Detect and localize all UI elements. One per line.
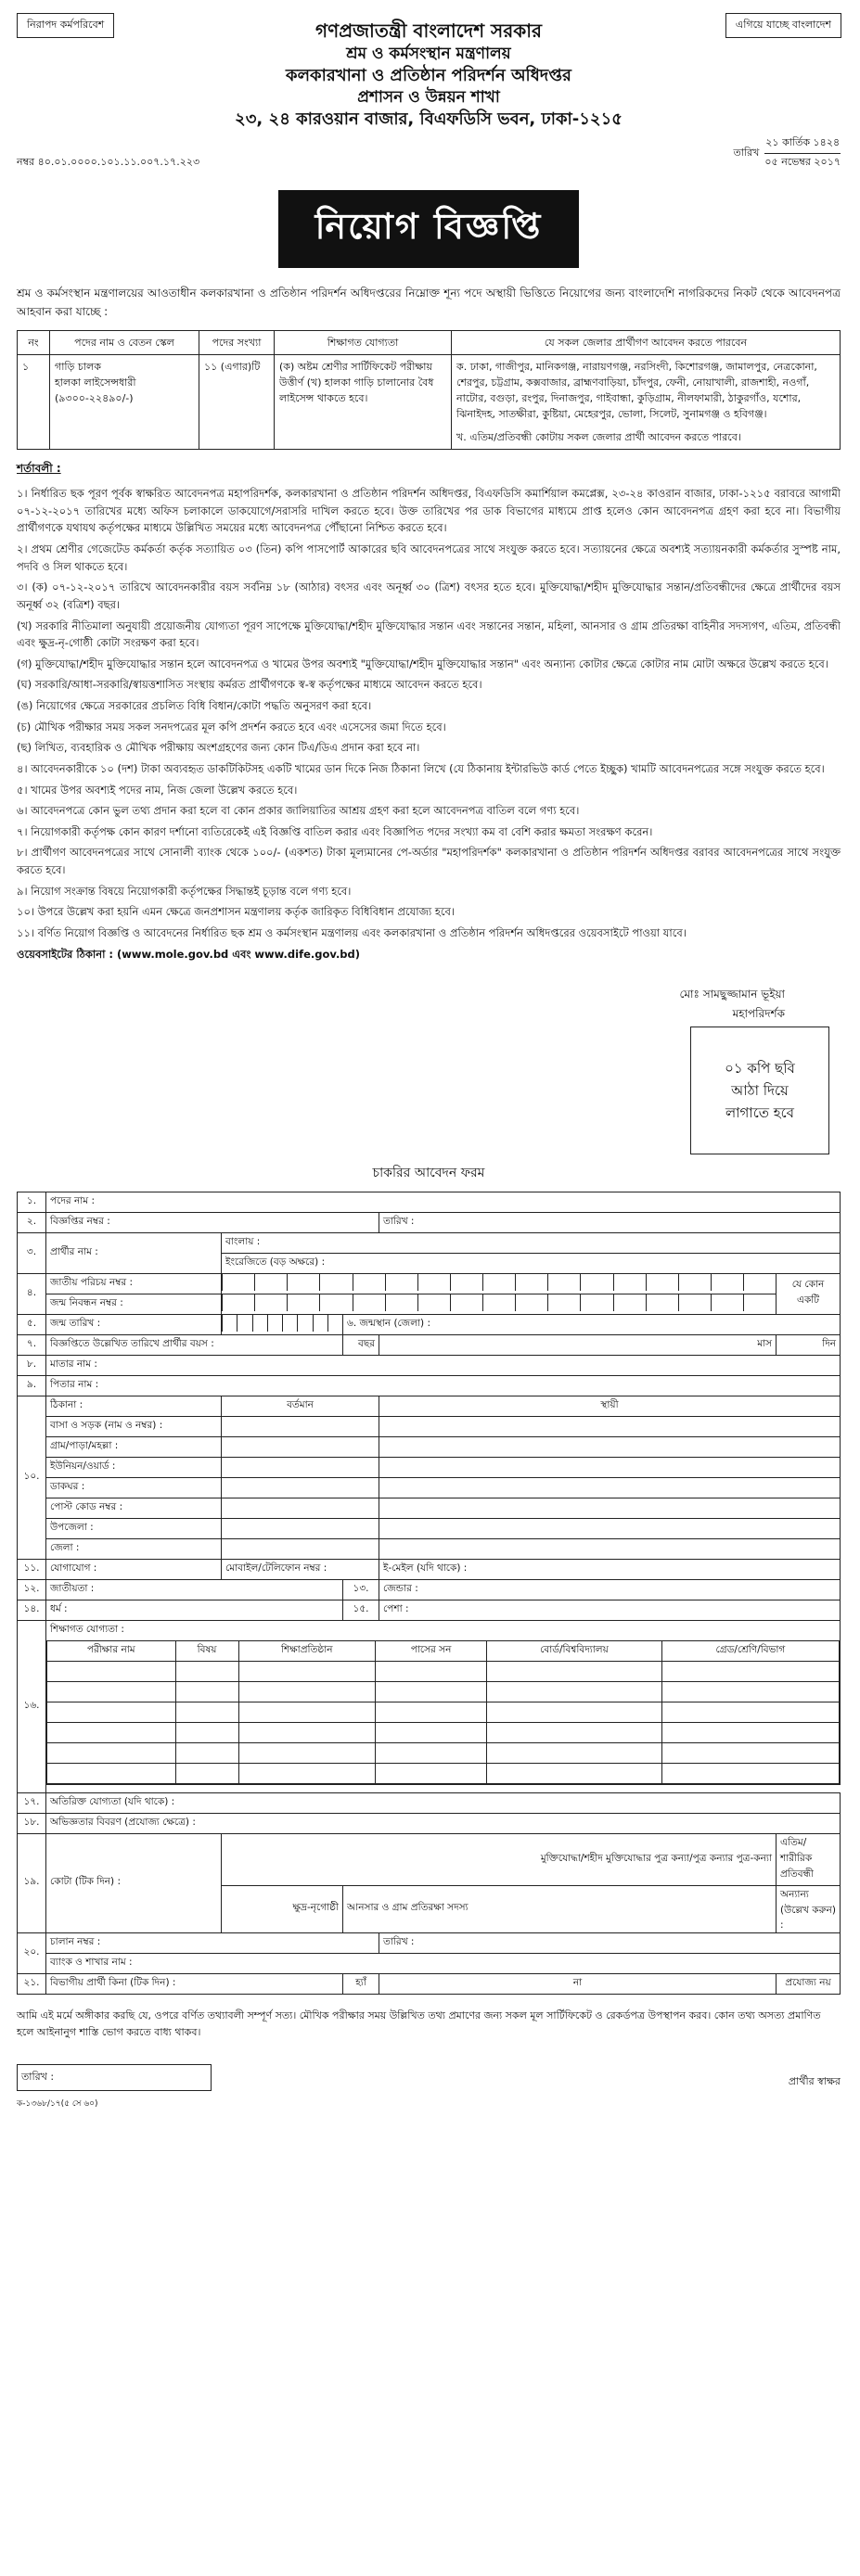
memo-row [17,134,841,172]
condition-item: ১১। বর্ণিত নিয়োগ বিজ্ঞপ্তি ও আবেদনের নির্ধারিত ছক শ্রম ও কর্মসংস্থান মন্ত্রণালয় এবং কলকারখানা ও প্রতিষ্ঠান পরিদর্শন অধিদপ্তরের ওয়েবসাইটে পাওয়া যাবে। [17,925,687,939]
memo-date-english: ০৫ নভেম্বর ২০১৭ [764,156,841,169]
header-branch: প্রশাসন ও উন্নয়ন শাখা [357,88,500,108]
form-nationality-field[interactable]: জাতীয়তা : [46,1579,343,1600]
conditions [17,485,841,963]
form-gender-field[interactable]: জেন্ডার : [379,1579,841,1600]
form-row-age: ৭. বিজ্ঞপ্তিতে উল্লেখিত তারিখে প্রার্থীর বয়স : বছর মাস দিন [18,1334,841,1355]
form-departmental-yes[interactable]: হ্যাঁ [343,1973,379,1994]
condition-item: ২। প্রথম শ্রেণীর গেজেটেড কর্মকর্তা কর্তৃক সত্যায়িত ০৩ (তিন) কপি পাসপোর্ট আকারের ছবি আবেদনপত্রের সাথে সংযুক্ত করতে হবে। সত্যায়নের ক্ষেত্রে অবশ্যই সত্যায়নকারী কর্মকর্তার সুস্পষ্ট নাম, পদবি ও সিল থাকতে হবে। [17,542,841,573]
form-dob-label: জন্ম তারিখ : [46,1314,222,1334]
post-header-count: পদের সংখ্যা [199,330,275,354]
form-address-present-header: বর্তমান [222,1396,379,1416]
form-quota-ethnic[interactable]: ক্ষুদ্র-নৃগোষ্ঠী [222,1885,343,1932]
form-contact-label: যোগাযোগ : [46,1559,222,1579]
table-row[interactable] [47,1681,840,1702]
header [17,19,841,131]
form-mobile-field[interactable]: মোবাইল/টেলিফোন নম্বর : [222,1559,379,1579]
form-applicant-name-label: প্রার্থীর নাম : [46,1232,222,1273]
condition-item: (গ) মুক্তিযোদ্ধা/শহীদ মুক্তিযোদ্ধার সন্তান হলে আবেদনপত্র ও খামের উপর অবশ্যই "মুক্তিযোদ্ধা/শহীদ মুক্তিযোদ্ধার সন্তান" এবং অন্যান্য কোটার ক্ষেত্রে কোটার নাম মোটা অক্ষরে উল্লেখ করতে হবে। [17,657,828,670]
signatory-title: মহাপরিদর্শক [732,1006,785,1020]
form-notice-date-field[interactable]: তারিখ : [379,1212,841,1232]
table-row: ১ গাড়ি চালক হালকা লাইসেন্সধারী (৯৩০০-২২৪৯০/-) ১১ (এগার)টি (ক) অষ্টম শ্রেণীর সার্টিফিকেট পরীক্ষায় উত্তীর্ণ (খ) হালকা গাড়ি চালানোর বৈধ লাইসেন্স থাকতে হবে। ক. ঢাকা, গাজীপুর, মানিকগঞ্জ, নারায়ণগঞ্জ, নরসিংদী, কিশোরগঞ্জ, জামালপুর, নেত্রকোনা, শেরপুর, চট্টগ্রাম, কক্সবাজার, ব্রাহ্মণবাড়িয়া, চাঁদপুর, ফেনী, নোয়াখালী, রাজশাহী, নওগাঁ, নাটোর, বগুড়া, রংপুর, দিনাজপুর, গাইবান্ধা, কুড়িগ্রাম, নীলফামারী, ঠাকুরগাঁও, যশোর, ঝিনাইদহ, সাতক্ষীরা, কুষ্টিয়া, মেহেরপুর, ভোলা, সিলেট, সুনামগঞ্জ ও হবিগঞ্জ। খ. এতিম/প্রতিবন্ধী কোটায় সকল জেলার প্রার্থী আবেদন করতে পারবে। [18,354,841,449]
form-quota-other[interactable]: অন্যান্য (উল্লেখ করুন) : [777,1885,841,1932]
form-extra-qualification-field[interactable]: অতিরিক্ত যোগ্যতা (যদি থাকে) : [46,1792,841,1813]
signatory-name: মোঃ সামছুজ্জামান ভূইয়া [679,988,785,1001]
form-row-mother: ৮. মাতার নাম : [18,1355,841,1375]
condition-item: (চ) মৌখিক পরীক্ষার সময় সকল সনদপত্রের মূল কপি প্রদর্শন করতে হবে এবং এসেসের জমা দিতে হবে। [17,720,446,733]
post-header-districts: যে সকল জেলার প্রার্থীগণ আবেদন করতে পারবেন [452,330,841,354]
form-departmental-na[interactable]: প্রযোজ্য নয় [777,1973,841,1994]
form-quota-label: কোটা (টিক দিন) : [46,1833,222,1932]
form-education-label: শিক্ষাগত যোগ্যতা : [50,1623,124,1635]
header-government: গণপ্রজাতন্ত্রী বাংলাদেশ সরকার [315,19,542,42]
photo-box: ০১ কপি ছবি আঠা দিয়ে লাগাতে হবে [690,1027,829,1154]
form-bank-branch-field[interactable]: ব্যাংক ও শাখার নাম : [46,1953,841,1973]
form-age-day[interactable]: দিন [777,1334,841,1355]
post-qualification: (ক) অষ্টম শ্রেণীর সার্টিফিকেট পরীক্ষায় উত্তীর্ণ (খ) হালকা গাড়ি চালানোর বৈধ লাইসেন্স থাকতে হবে। [275,354,452,449]
post-table [17,330,841,450]
form-birth-reg-cells[interactable] [222,1294,777,1314]
condition-item: (ছ) লিখিত, ব্যবহারিক ও মৌখিক পরীক্ষায় অংশগ্রহণের জন্য কোন টিএ/ডিএ প্রদান করা হবে না। [17,741,420,755]
form-row-religion: ১৪. ধর্ম : ১৫. পেশা : [18,1600,841,1620]
table-row[interactable] [47,1661,840,1681]
form-address-row: পোস্ট কোড নম্বর : [18,1498,841,1518]
form-nid-cells[interactable] [222,1273,777,1294]
form-address-row: ইউনিয়ন/ওয়ার্ড : [18,1457,841,1477]
form-row-notice-no: ২. বিজ্ঞপ্তির নম্বর : তারিখ : [18,1212,841,1232]
form-row-education: ১৬. শিক্ষাগত যোগ্যতা : পরীক্ষার নাম বিষয় শিক্ষাপ্রতিষ্ঠান পাসের সন বোর্ড/বিশ্ববিদ্যালয় গ্রেড/শ্রেণি/বিভাগ [18,1620,841,1784]
form-dob-cells[interactable] [222,1314,343,1334]
form-row-nid: ৪. জাতীয় পরিচয় নম্বর : যে কোন একটি [18,1273,841,1294]
form-address-row: ডাকঘর : [18,1477,841,1498]
condition-item: (খ) সরকারি নীতিমালা অনুযায়ী প্রয়োজনীয় যোগ্যতা পূরণ সাপেক্ষে মুক্তিযোদ্ধা/শহীদ মুক্তিযোদ্ধার সন্তান এবং সন্তানের সন্তান, মহিলা, আনসার ও গ্রাম প্রতিরক্ষা বাহিনীর সদস্যগণ, এতিম, প্রতিবন্ধী এবং ক্ষুদ্র-নৃ-গোষ্ঠী কোটা সংরক্ষণ করা হবে। [17,618,841,650]
form-row-quota: ১৯. কোটা (টিক দিন) : মুক্তিযোদ্ধা/শহীদ মুক্তিযোদ্ধার পুত্র কন্যা/পুত্র কন্যার পুত্র-কন্যা এতিম/শারীরিক প্রতিবন্ধী [18,1833,841,1885]
signature-row [17,2064,841,2091]
form-any-one-note: যে কোন একটি [777,1273,841,1314]
notice-page [17,13,841,2111]
form-age-year[interactable]: বছর [343,1334,379,1355]
table-row[interactable] [47,1702,840,1722]
form-quota-ansar[interactable]: আনসার ও গ্রাম প্রতিরক্ষা সদস্য [343,1885,777,1932]
form-departmental-label: বিভাগীয় প্রার্থী কিনা (টিক দিন) : [46,1973,343,1994]
form-address-row: বাসা ও সড়ক (নাম ও নম্বর) : [18,1416,841,1436]
form-row-address: ১০. ঠিকানা : বর্তমান স্থায়ী [18,1396,841,1416]
condition-item: ৩। (ক) ০৭-১২-২০১৭ তারিখে আবেদনকারীর বয়স সর্বনিম্ন ১৮ (আঠার) বৎসর এবং অনূর্ধ্ব ৩০ (ত্রিশ) বৎসর হতে হবে। মুক্তিযোদ্ধা/শহীদ মুক্তিযোদ্ধার সন্তান/প্রতিবন্ধীদের ক্ষেত্রে প্রার্থীদের বয়স অনূর্ধ্ব ৩২ (বত্রিশ) বছর। [17,580,841,611]
application-form [17,1192,841,1995]
table-row[interactable] [47,1763,840,1783]
condition-item: ১। নির্ধারিত ছক পূরণ পূর্বক স্বাক্ষরিত আবেদনপত্র মহাপরিদর্শক, কলকারখানা ও প্রতিষ্ঠান পরিদর্শন অধিদপ্তর, বিএফডিসি কমার্শিয়াল কমপ্লেক্স, ২৩-২৪ কাওরান বাজার, ঢাকা-১২১৫ বরাবরে আগামী ০৭-১২-২০১৭ তারিখের মধ্যে অফিস চলাকালে ডাকযোগে/সরাসরি দাখিল করতে হবে। উক্ত তারিখের পর ডাক বিভাগের মাধ্যমে প্রাপ্ত হলেও কোন আবেদনপত্র গ্রহণ করা হবে না। বিভাগীয় প্রার্থীগণকে যথাযথ কর্তৃপক্ষের মাধ্যমে উল্লিখিত সময়ের মধ্যে আবেদনপত্র পৌঁছানো নিশ্চিত করতে হবে। [17,487,841,535]
post-scale: (৯৩০০-২২৪৯০/-) [55,391,134,404]
memo-number: নম্বর ৪০.০১.০০০০.১০১.১১.০০৭.১৭.২২৩ [17,156,200,169]
table-row[interactable] [47,1722,840,1742]
form-row-father: ৯. পিতার নাম : [18,1375,841,1396]
form-experience-field[interactable]: অভিজ্ঞতার বিবরণ (প্রযোজ্য ক্ষেত্রে) : [46,1813,841,1833]
post-count: ১১ (এগার)টি [199,354,275,449]
condition-item: ৭। নিয়োগকারী কর্তৃপক্ষ কোন কারণ দর্শানো ব্যতিরেকেই এই বিজ্ঞপ্তি বাতিল করার এবং বিজ্ঞাপিত পদের সংখ্যা কম বা বেশি করার ক্ষমতা সংরক্ষণ করেন। [17,824,653,838]
form-title: চাকরির আবেদন ফরম [372,1165,485,1180]
applicant-signature-label: প্রার্থীর স্বাক্ষর [788,2075,841,2088]
form-notice-number-field[interactable]: বিজ্ঞপ্তির নম্বর : [46,1212,379,1232]
memo-date-label: তারিখ [733,146,760,159]
declaration-text: আমি এই মর্মে অঙ্গীকার করছি যে, ওপরে বর্ণিত তথ্যাবলী সম্পূর্ণ সত্য। মৌখিক পরীক্ষার সময় উল্লিখিত তথ্য প্রমাণের জন্য সকল মূল সার্টিফিকেট ও রেকর্ডপত্র উপস্থাপন করব। কোন তথ্য অসত্য প্রমাণিত হলে আইনানুগ শাস্তি ভোগ করতে বাধ্য থাকব। [17,2009,821,2038]
form-row-contact: ১১. যোগাযোগ : মোবাইল/টেলিফোন নম্বর : ই-মেইল (যদি থাকে) : [18,1559,841,1579]
form-challan-date-field[interactable]: তারিখ : [379,1932,841,1953]
signature-block [17,985,785,1023]
form-quota-orphan[interactable]: এতিম/শারীরিক প্রতিবন্ধী [777,1833,841,1885]
form-mother-name-field[interactable]: মাতার নাম : [46,1355,841,1375]
form-row-name: ৩. প্রার্থীর নাম : বাংলায় : [18,1232,841,1253]
form-row-extra-qual: ১৭. অতিরিক্ত যোগ্যতা (যদি থাকে) : [18,1792,841,1813]
form-name-english-field[interactable]: ইংরেজিতে (বড় অক্ষরে) : [222,1253,841,1273]
form-address-row: গ্রাম/পাড়া/মহল্লা : [18,1436,841,1457]
condition-item: ৮। প্রার্থীগণ আবেদনপত্রের সাথে সোনালী ব্যাংক থেকে ১০০/- (একশত) টাকা মূল্যমানের পে-অর্ডার "মহাপরিদর্শক" কলকারখানা ও প্রতিষ্ঠান পরিদর্শন অধিদপ্তর বরাবর আবেদনপত্রের সাথে সংযুক্ত করতে হবে। [17,846,841,876]
form-education-table: পরীক্ষার নাম বিষয় শিক্ষাপ্রতিষ্ঠান পাসের সন বোর্ড/বিশ্ববিদ্যালয় গ্রেড/শ্রেণি/বিভাগ [46,1640,840,1784]
tag-bangladesh-forward: এগিয়ে যাচ্ছে বাংলাদেশ [725,13,841,38]
post-header-qual: শিক্ষাগত যোগ্যতা [275,330,452,354]
footer-code: ক-১৩৬৮/১৭(৫ সে ৬০) [17,2099,98,2110]
form-father-name-field[interactable]: পিতার নাম : [46,1375,841,1396]
header-department: কলকারখানা ও প্রতিষ্ঠান পরিদর্শন অধিদপ্তর [286,65,571,85]
notice-banner: নিয়োগ বিজ্ঞপ্তি [278,190,580,268]
signature-date-field[interactable]: তারিখ : [17,2064,212,2091]
memo-date [734,134,841,172]
post-name: গাড়ি চালক [55,360,101,373]
form-age-label: বিজ্ঞপ্তিতে উল্লেখিত তারিখে প্রার্থীর বয়স : [46,1334,343,1355]
header-address: ২৩, ২৪ কারওয়ান বাজার, বিএফডিসি ভবন, ঢাকা-১২১৫ [235,109,623,130]
post-districts: ক. ঢাকা, গাজীপুর, মানিকগঞ্জ, নারায়ণগঞ্জ, নরসিংদী, কিশোরগঞ্জ, জামালপুর, নেত্রকোনা, শেরপুর, চট্টগ্রাম, কক্সবাজার, ব্রাহ্মণবাড়িয়া, চাঁদপুর, ফেনী, নোয়াখালী, রাজশাহী, নওগাঁ, নাটোর, বগুড়া, রংপুর, দিনাজপুর, গাইবান্ধা, কুড়িগ্রাম, নীলফামারী, ঠাকুরগাঁও, যশোর, ঝিনাইদহ, সাতক্ষীরা, কুষ্টিয়া, মেহেরপুর, ভোলা, সিলেট, সুনামগঞ্জ ও হবিগঞ্জ। [456,360,817,421]
header-ministry: শ্রম ও কর্মসংস্থান মন্ত্রণালয় [346,45,511,63]
form-email-field[interactable]: ই-মেইল (যদি থাকে) : [379,1559,841,1579]
post-districts-quota: খ. এতিম/প্রতিবন্ধী কোটায় সকল জেলার প্রার্থী আবেদন করতে পারবে। [456,431,741,444]
condition-item: ৪। আবেদনকারীকে ১০ (দশ) টাকা অব্যবহৃত ডাকটিকিটসহ একটি খামের ডান দিকে নিজ ঠিকানা লিখে (যে ঠিকানায় ইন্টারভিউ কার্ড পেতে ইচ্ছুক) খামটি আবেদনপত্রের সঙ্গে সংযুক্ত করতে হবে। [17,761,825,775]
form-name-bangla-field[interactable]: বাংলায় : [222,1232,841,1253]
form-row-challan: ২০. চালান নম্বর : তারিখ : [18,1932,841,1953]
condition-item: ৬। আবেদনপত্রে কোন ভুল তথ্য প্রদান করা হলে বা কোন প্রকার জালিয়াতির আশ্রয় গ্রহণ করা হলে আবেদনপত্র বাতিল বলে গণ্য হবে। [17,804,580,818]
form-row-post: ১. পদের নাম : [18,1192,841,1212]
form-religion-field[interactable]: ধর্ম : [46,1600,343,1620]
post-header-name: পদের নাম ও বেতন স্কেল [50,330,199,354]
post-header-no: নং [18,330,50,354]
condition-item: (ঙ) নিয়োগের ক্ষেত্রে সরকারের প্রচলিত বিধি বিধান/কোটা পদ্ধতি অনুসরণ করা হবে। [17,699,372,712]
form-quota-freedom-fighter[interactable]: মুক্তিযোদ্ধা/শহীদ মুক্তিযোদ্ধার পুত্র কন্যা/পুত্র কন্যার পুত্র-কন্যা [222,1833,777,1885]
form-birthplace-field[interactable]: ৬. জন্মস্থান (জেলা) : [343,1314,841,1334]
form-address-row: উপজেলা : [18,1518,841,1538]
condition-item: ১০। উপরে উল্লেখ করা হয়নি এমন ক্ষেত্রে জনপ্রশাসন মন্ত্রণালয় কর্তৃক জারিকৃত বিধিবিধান প্রযোজ্য হবে। [17,905,456,919]
condition-item: (ঘ) সরকারি/আধা-সরকারি/স্বায়ত্তশাসিত সংস্থায় কর্মরত প্রার্থীগণকে স্ব-স্ব কর্তৃপক্ষের মাধ্যমে আবেদন করতে হবে। [17,678,482,692]
form-age-month[interactable]: মাস [379,1334,777,1355]
form-address-row: জেলা : [18,1538,841,1559]
condition-item: ৫। খামের উপর অবশ্যই পদের নাম, নিজ জেলা উল্লেখ করতে হবে। [17,783,298,797]
form-departmental-no[interactable]: না [379,1973,777,1994]
post-name-license: হালকা লাইসেন্সধারী [55,376,136,389]
intro-text: শ্রম ও কর্মসংস্থান মন্ত্রণালয়ের আওতাধীন কলকারখানা ও প্রতিষ্ঠান পরিদর্শন অধিদপ্তরের নিম্নোক্ত শূন্য পদে অস্থায়ী ভিত্তিতে নিয়োগের জন্য বাংলাদেশি নাগরিকদের নিকট থেকে আবেদনপত্র আহবান করা যাচ্ছে : [17,287,841,318]
tag-safe-workplace: নিরাপদ কর্মপরিবেশ [17,13,114,38]
table-row[interactable] [47,1742,840,1763]
conditions-title: শর্তাবলী : [17,462,61,476]
form-address-permanent-header: স্থায়ী [379,1396,841,1416]
form-birth-reg-label: জন্ম নিবন্ধন নম্বর : [46,1294,222,1314]
website-address: ওয়েবসাইটের ঠিকানা : (www.mole.gov.bd এবং www.dife.gov.bd) [17,947,361,961]
form-row-nationality: ১২. জাতীয়তা : ১৩. জেন্ডার : [18,1579,841,1600]
form-address-label: ঠিকানা : [46,1396,222,1416]
condition-item: ৯। নিয়োগ সংক্রান্ত বিষয়ে নিয়োগকারী কর্তৃপক্ষের সিদ্ধান্তই চূড়ান্ত বলে গণ্য হবে। [17,884,352,898]
memo-date-bangla: ২১ কার্তিক ১৪২৪ [764,134,841,154]
form-nid-label: জাতীয় পরিচয় নম্বর : [46,1273,222,1294]
form-post-name-field[interactable]: পদের নাম : [46,1192,841,1212]
form-row-dob: ৫. জন্ম তারিখ : ৬. জন্মস্থান (জেলা) : [18,1314,841,1334]
form-row-experience: ১৮. অভিজ্ঞতার বিবরণ (প্রযোজ্য ক্ষেত্রে) : [18,1813,841,1833]
form-challan-number-field[interactable]: চালান নম্বর : [46,1932,379,1953]
form-row-departmental: ২১. বিভাগীয় প্রার্থী কিনা (টিক দিন) : হ্যাঁ না প্রযোজ্য নয় [18,1973,841,1994]
form-profession-field[interactable]: পেশা : [379,1600,841,1620]
